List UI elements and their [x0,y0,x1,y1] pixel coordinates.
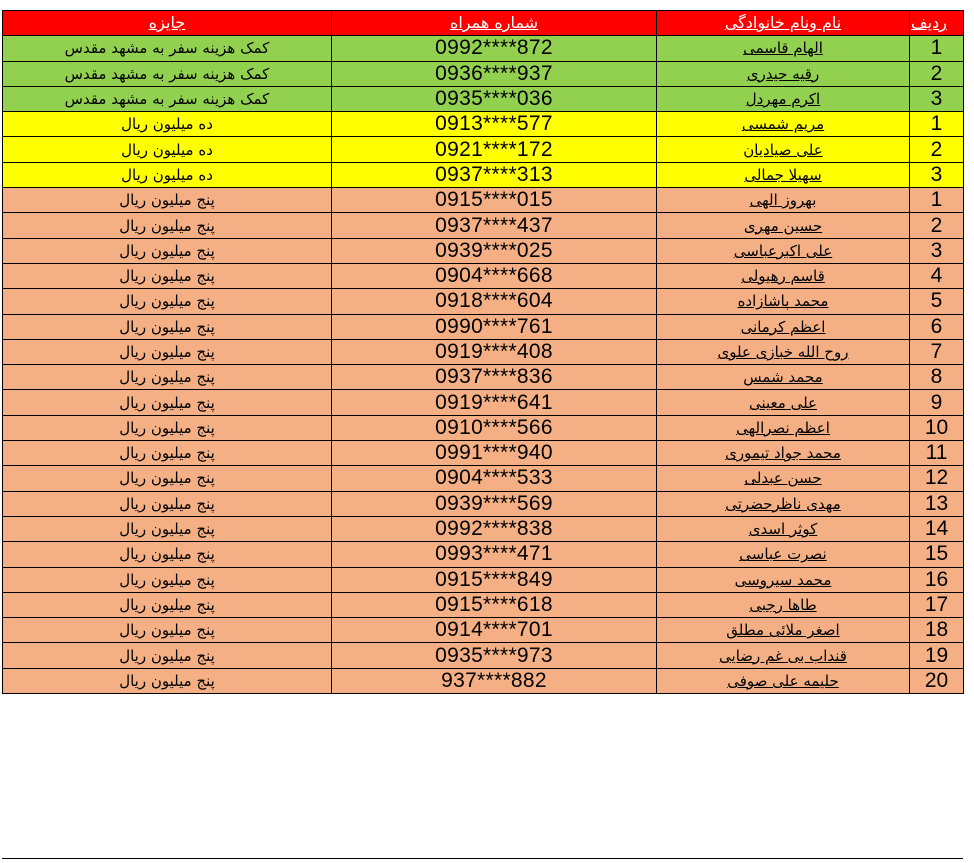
table-row [3,365,964,390]
table-row [3,112,964,137]
prize-cell[interactable]: پنج میلیون ریال [3,339,332,364]
table-row [3,289,964,314]
table-row [3,263,964,288]
table-row [3,238,964,263]
row-number-cell[interactable]: 6 [910,314,964,339]
table-row [3,188,964,213]
header-prize[interactable]: جایزه [3,11,332,36]
name-cell[interactable]: اعظم نصرالهی [657,415,910,440]
name-cell[interactable]: الهام قاسمی [657,36,910,61]
name-cell[interactable]: طاها رجبی [657,592,910,617]
table-row [3,36,964,61]
table-row [3,213,964,238]
prize-cell[interactable]: ده میلیون ریال [3,137,332,162]
row-number-cell[interactable]: 2 [910,61,964,86]
prize-cell[interactable]: پنج میلیون ریال [3,390,332,415]
phone-cell[interactable]: 937****882 [332,668,657,693]
row-number-cell[interactable]: 9 [910,390,964,415]
row-number-cell[interactable]: 1 [910,188,964,213]
name-cell[interactable]: قاسم رهیولی [657,263,910,288]
prize-cell[interactable]: پنج میلیون ریال [3,516,332,541]
phone-cell[interactable]: 0992****838 [332,516,657,541]
header-phone[interactable]: شماره همراه [332,11,657,36]
prize-cell[interactable]: پنج میلیون ریال [3,441,332,466]
prize-cell[interactable]: پنج میلیون ریال [3,491,332,516]
row-number-cell[interactable]: 17 [910,592,964,617]
row-number-cell[interactable]: 4 [910,263,964,288]
name-cell[interactable]: محمد پاشازاده [657,289,910,314]
prize-cell[interactable]: ده میلیون ریال [3,162,332,187]
prize-cell[interactable]: کمک هزینه سفر به مشهد مقدس [3,36,332,61]
table-row [3,441,964,466]
phone-cell[interactable]: 0910****566 [332,415,657,440]
name-cell[interactable]: بهروز الهی [657,188,910,213]
phone-cell[interactable]: 0914****701 [332,618,657,643]
phone-cell[interactable]: 0935****973 [332,643,657,668]
prize-cell[interactable]: پنج میلیون ریال [3,263,332,288]
phone-cell[interactable]: 0919****641 [332,390,657,415]
name-cell[interactable]: قنداب بی غم رضایی [657,643,910,668]
phone-cell[interactable]: 0919****408 [332,339,657,364]
phone-cell[interactable]: 0935****036 [332,86,657,111]
table-row [3,668,964,693]
prize-cell[interactable]: کمک هزینه سفر به مشهد مقدس [3,86,332,111]
table-body [3,36,964,694]
table-row [3,643,964,668]
prize-cell[interactable]: پنج میلیون ریال [3,466,332,491]
row-number-cell[interactable]: 11 [910,441,964,466]
name-cell[interactable]: علی اکبرعباسی [657,238,910,263]
winners-table [2,10,964,694]
name-cell[interactable]: محمد شمس [657,365,910,390]
table-bottom-border [2,858,963,863]
row-number-cell[interactable]: 8 [910,365,964,390]
row-number-cell[interactable]: 2 [910,137,964,162]
row-number-cell[interactable]: 10 [910,415,964,440]
name-cell[interactable]: حسن عبدلی [657,466,910,491]
row-number-cell[interactable]: 16 [910,567,964,592]
table-row [3,162,964,187]
row-number-cell[interactable]: 20 [910,668,964,693]
prize-cell[interactable]: پنج میلیون ریال [3,567,332,592]
prize-cell[interactable]: پنج میلیون ریال [3,188,332,213]
name-cell[interactable]: علی معینی [657,390,910,415]
name-cell[interactable]: رقیه حیدری [657,61,910,86]
name-cell[interactable]: اعظم کرمانی [657,314,910,339]
row-number-cell[interactable]: 3 [910,238,964,263]
header-name[interactable]: نام ونام خانوادگی [657,11,910,36]
name-cell[interactable]: علی صیادیان [657,137,910,162]
prize-cell[interactable]: پنج میلیون ریال [3,238,332,263]
row-number-cell[interactable]: 7 [910,339,964,364]
phone-cell[interactable]: 0921****172 [332,137,657,162]
name-cell[interactable]: نصرت عباسی [657,542,910,567]
table-row [3,339,964,364]
table-row [3,466,964,491]
name-cell[interactable]: سهیلا جمالی [657,162,910,187]
prize-cell[interactable]: ده میلیون ریال [3,112,332,137]
phone-cell[interactable]: 0990****761 [332,314,657,339]
row-number-cell[interactable]: 2 [910,213,964,238]
row-number-cell[interactable]: 1 [910,112,964,137]
phone-cell[interactable]: 0937****313 [332,162,657,187]
phone-cell[interactable]: 0915****015 [332,188,657,213]
prize-cell[interactable]: پنج میلیون ریال [3,592,332,617]
table-row [3,314,964,339]
phone-cell[interactable]: 0992****872 [332,36,657,61]
phone-cell[interactable]: 0918****604 [332,289,657,314]
phone-cell[interactable]: 0991****940 [332,441,657,466]
name-cell[interactable]: اکرم مهردل [657,86,910,111]
row-number-cell[interactable]: 1 [910,36,964,61]
row-number-cell[interactable]: 3 [910,86,964,111]
phone-cell[interactable]: 0915****618 [332,592,657,617]
phone-cell[interactable]: 0993****471 [332,542,657,567]
prize-cell[interactable]: پنج میلیون ریال [3,365,332,390]
prize-cell[interactable]: پنج میلیون ریال [3,542,332,567]
row-number-cell[interactable]: 13 [910,491,964,516]
name-cell[interactable]: حلیمه علی صوفی [657,668,910,693]
row-number-cell[interactable]: 15 [910,542,964,567]
name-cell[interactable]: مهدی ناظرحضرتی [657,491,910,516]
row-number-cell[interactable]: 18 [910,618,964,643]
row-number-cell[interactable]: 19 [910,643,964,668]
prize-cell[interactable]: پنج میلیون ریال [3,618,332,643]
name-cell[interactable]: مریم شمسی [657,112,910,137]
prize-cell[interactable]: پنج میلیون ریال [3,213,332,238]
table-row [3,61,964,86]
table-row [3,137,964,162]
prize-cell[interactable]: پنج میلیون ریال [3,415,332,440]
prize-cell[interactable]: پنج میلیون ریال [3,668,332,693]
header-row-number[interactable]: ردیف [910,11,964,36]
row-number-cell[interactable]: 12 [910,466,964,491]
name-cell[interactable]: حسین مهری [657,213,910,238]
table-row [3,592,964,617]
table-row [3,542,964,567]
phone-cell[interactable]: 0939****025 [332,238,657,263]
prize-cell[interactable]: کمک هزینه سفر به مشهد مقدس [3,61,332,86]
phone-cell[interactable]: 0936****937 [332,61,657,86]
name-cell[interactable]: کوثر اسدی [657,516,910,541]
table-row [3,516,964,541]
table-row [3,567,964,592]
phone-cell[interactable]: 0915****849 [332,567,657,592]
table-row [3,390,964,415]
name-cell[interactable]: محمد سیروسی [657,567,910,592]
phone-cell[interactable]: 0939****569 [332,491,657,516]
name-cell[interactable]: محمد جواد تیموری [657,441,910,466]
row-number-cell[interactable]: 3 [910,162,964,187]
name-cell[interactable]: اصغر ملائی مطلق [657,618,910,643]
phone-cell[interactable]: 0937****437 [332,213,657,238]
table-row [3,415,964,440]
prize-cell[interactable]: پنج میلیون ریال [3,643,332,668]
header-row [3,11,964,36]
phone-cell[interactable]: 0937****836 [332,365,657,390]
prize-cell[interactable]: پنج میلیون ریال [3,289,332,314]
phone-cell[interactable]: 0904****533 [332,466,657,491]
table-row [3,86,964,111]
table-row [3,491,964,516]
row-number-cell[interactable]: 5 [910,289,964,314]
phone-cell[interactable]: 0913****577 [332,112,657,137]
prize-cell[interactable]: پنج میلیون ریال [3,314,332,339]
table-row [3,618,964,643]
name-cell[interactable]: روح الله خبازی علوی [657,339,910,364]
phone-cell[interactable]: 0904****668 [332,263,657,288]
row-number-cell[interactable]: 14 [910,516,964,541]
